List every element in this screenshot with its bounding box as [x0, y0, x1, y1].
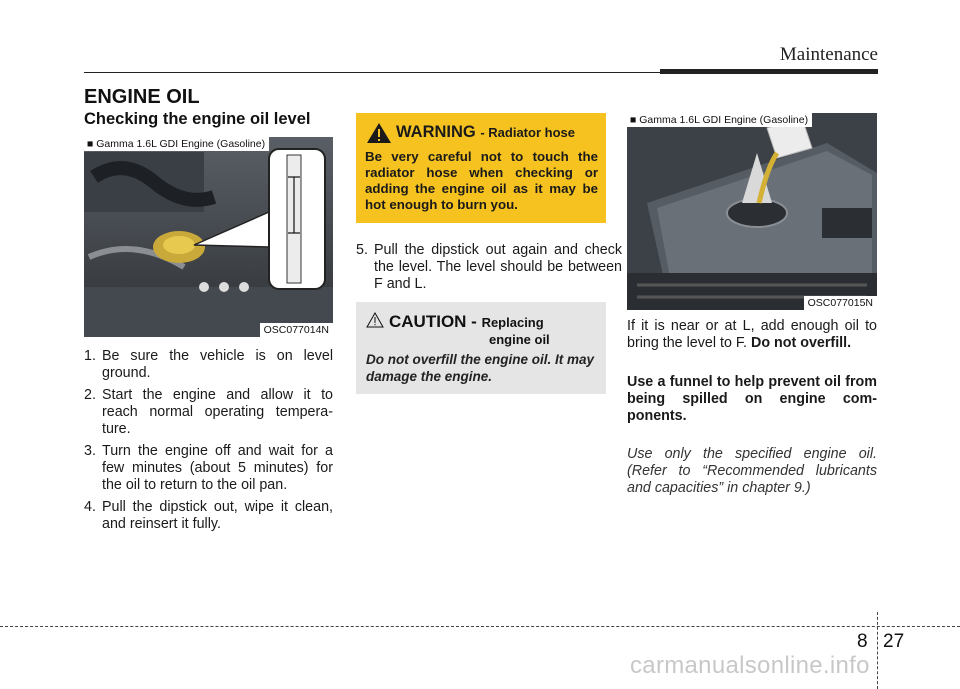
footer-divider	[877, 612, 878, 689]
caution-title: CAUTION - Replacing	[389, 312, 544, 331]
engine-bay-illustration	[84, 137, 333, 337]
warning-title: WARNING - Radiator hose	[396, 123, 575, 141]
step-item: 3. Turn the engine off and wait for a few minutes (about 5 minutes) for the oil to return to the oil pan.	[84, 443, 333, 493]
caution-text: Do not overfill the engine oil. It may damage the engine.	[366, 352, 595, 384]
figure1-caption: ■ Gamma 1.6L GDI Engine (Gasoline)	[84, 137, 269, 151]
figure2-caption: ■ Gamma 1.6L GDI Engine (Gasoline)	[627, 113, 812, 127]
warning-text: Be very careful not to touch the radiator hose when checking or adding the engine oil as it may be hot enough to burn you.	[365, 149, 598, 212]
figure1-code: OSC077014N	[260, 323, 333, 337]
figure2-code: OSC077015N	[804, 296, 877, 310]
step-item: 4. Pull the dipstick out, wipe it clean, and reinsert it fully.	[84, 499, 333, 532]
oil-spec-note: Use only the specified engine oil. (Refer to “Recommended lubricants and capacities” in chapter 9.)	[627, 446, 877, 496]
engine-funnel-photo	[627, 113, 877, 310]
watermark[interactable]: carmanualsonline.info	[630, 652, 870, 679]
header-rule	[84, 72, 660, 73]
page-number: 27	[883, 631, 905, 652]
caution-box	[356, 302, 606, 394]
warning-triangle-icon	[366, 122, 392, 144]
subsection-title: Checking the engine oil level	[84, 110, 311, 128]
steps-list	[84, 348, 333, 538]
funnel-note: Use a funnel to help prevent oil from being spilled on engine com-ponents.	[627, 374, 877, 424]
engine-dipstick-photo	[84, 137, 333, 337]
level-instruction: If it is near or at L, add enough oil to bring the level to F. Do not overfill.	[627, 318, 877, 351]
footer-rule	[0, 626, 960, 627]
caution-triangle-icon	[366, 312, 384, 328]
header-rule-accent	[660, 69, 878, 74]
oil-filling-illustration	[627, 113, 877, 310]
step-item: 2. Start the engine and allow it to reach normal operating tempera-ture.	[84, 387, 333, 437]
section-title: ENGINE OIL	[84, 86, 200, 108]
caution-subtitle: engine oil	[489, 332, 550, 347]
chapter-header: Maintenance	[779, 44, 878, 65]
step-item: 1. Be sure the vehicle is on level ground.	[84, 348, 333, 381]
step-5: 5. Pull the dipstick out again and check the level. The level should be between F and L.	[356, 242, 622, 292]
warning-box	[356, 113, 606, 223]
chapter-number: 8	[857, 631, 868, 652]
